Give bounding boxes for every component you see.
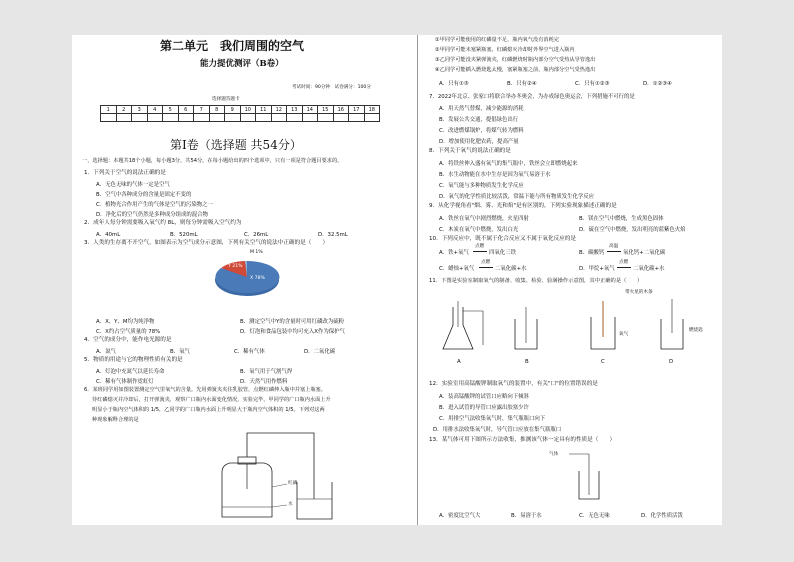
cell: 5 [163, 106, 179, 114]
q9-option-a: A．铁丝在氧气中剧烈燃烧，火星四射 [439, 216, 529, 222]
q9-option-b: B．镁在空气中燃烧，生成黑色固体 [579, 216, 664, 222]
q10-option-c-right: 二氧化碳+水 [495, 266, 527, 272]
answer-box[interactable] [333, 114, 349, 122]
q2-option-a: A．40mL [96, 232, 121, 238]
q12-option-a: A．装高锰酸钾的试管口应略向下倾斜 [439, 394, 529, 400]
q10-d-arrow [617, 267, 631, 268]
question-1-stem: 1．下列关于空气的说法正确的是 [84, 170, 166, 176]
q1-option-b: B．空气中各种成分的含量是固定不变的 [96, 192, 192, 198]
question-6-stem: 6．某班同学用如图装置测定空气里氧气的含量。先用弹簧夹夹住乳胶管，点燃红磷伸入瓶中并塞上瓶塞。 [84, 387, 326, 393]
pointer-w [272, 505, 287, 507]
cell: 2 [116, 106, 132, 114]
q5-option-c: C．稀有气体制作霓虹灯 [96, 379, 154, 385]
label-gas: 气体 [549, 452, 559, 457]
answer-box[interactable] [116, 114, 132, 122]
q7-option-c: C．改进燃煤锅炉，将煤气转为燃料 [439, 128, 524, 134]
question-11-stem: 11．下图是实验室制取氧气的制备、收集、检验、验满操作示意图，其中正确的是（ ） [429, 278, 643, 284]
question-9-stem: 9．从化学视角看"烟、雾、光和焰"是有区别的，下列实验现象描述正确的是 [429, 203, 617, 209]
q10-option-d-right: 二氧化碳+水 [633, 266, 665, 272]
question-10-stem: 10．下列反应中，既不属于化合反应又不属于氧化反应的是 [429, 236, 576, 242]
q11-option-d: D [669, 359, 674, 365]
question-12-stem: 12．实验室用高锰酸钾制取氧气的装置中，有关"口"的位置错误的是 [429, 381, 598, 387]
q10-b-arrow [607, 251, 621, 252]
q5-option-d: D．天然气用作燃料 [240, 379, 288, 385]
air-composition-pie [212, 250, 282, 305]
q6-option-d: D．①②③④ [643, 81, 672, 87]
q6-option-b: B．只有②④ [507, 81, 537, 87]
answer-card-numbers [101, 106, 380, 114]
answer-box[interactable] [132, 114, 148, 122]
cell: 15 [318, 106, 334, 114]
section-instruction: 一、选择题：本题共18个小题，每小题3分，共54分。在每小题给出的四个选项中，只有一项是符合题目要求的。 [82, 158, 343, 164]
q8-option-a: A．将铁丝伸入盛有氧气的集气瓶中，铁丝会立即燃烧起来 [439, 161, 578, 167]
beaker [297, 482, 332, 519]
pie-label-x: X 78% [250, 276, 265, 281]
q1-option-c: C．植物光合作用产生的气体是空气的污染物之一 [96, 202, 213, 208]
cell: 11 [256, 106, 272, 114]
answer-box[interactable] [178, 114, 194, 122]
cell: 18 [364, 106, 380, 114]
cell: 16 [333, 106, 349, 114]
q7-option-b: B．发展公共交通，提倡绿色出行 [439, 117, 519, 123]
q10-d-condition: 点燃 [619, 260, 629, 265]
q3-option-b: B．测定空气中Y的含量时可用红磷改为硫粉 [240, 319, 345, 325]
page-subtitle: 能力提优测评（B卷） [200, 59, 284, 69]
q6-statement-4: ④乙同学可能插入燃烧匙太慢，塞紧瓶塞之前，瓶内部分空气受热逸出 [435, 67, 596, 73]
cell: 17 [349, 106, 365, 114]
q13-option-d: D．化学性质活泼 [641, 513, 683, 519]
q10-option-c-left: C．蜡烛+氧气 [439, 266, 475, 272]
phosphorus-apparatus-diagram [202, 427, 342, 522]
tube [247, 433, 314, 499]
cell: 14 [302, 106, 318, 114]
q11-option-b: B [525, 359, 529, 365]
question-4-stem: 4．空气的成分中，能作电光源的是 [84, 337, 172, 343]
oxygen-experiment-diagrams [439, 297, 709, 359]
answer-box[interactable] [147, 114, 163, 122]
q2-option-d: D．32.5mL [318, 232, 348, 238]
q3-option-c: C．X约占空气质量的 78% [96, 329, 161, 335]
question-2-stem: 2．成年人每分钟需要吸入氧气约 8L，则每分钟需吸入空气约为 [84, 220, 242, 226]
q4-option-d: D．二氧化碳 [304, 349, 336, 355]
q5-option-b: B．氧气用于气割气焊 [240, 369, 293, 375]
pie-label-y: Y 21% [228, 264, 243, 269]
section-title: 第Ⅰ卷（选择题 共54分） [170, 138, 302, 152]
q11-option-a: A [457, 359, 461, 365]
q7-option-a: A．用天然气替煤，减少能源的消耗 [439, 106, 524, 112]
answer-box[interactable] [163, 114, 179, 122]
q8-option-d: D．氧气的化学性质比较活泼，常温下能与所有物质发生化学反应 [439, 194, 595, 200]
cell: 12 [271, 106, 287, 114]
q6-option-a: A．只有①③ [439, 81, 469, 87]
q6-statement-3: ③乙同学可能没夹紧弹簧夹，红磷燃烧时瓶内部分空气受热从导管逸出 [435, 57, 596, 63]
q12-option-c: C．用排空气法收集氧气时，集气瓶瓶口向下 [439, 416, 546, 422]
label-glowing-stick: 带火星的木条 [625, 290, 653, 295]
q10-option-d-left: D．甲烷+氧气 [579, 266, 615, 272]
q10-option-a-right: 四氧化三铁 [489, 250, 516, 256]
question-6-line-4: 种现象解释合理的是 [92, 417, 139, 423]
q1-option-a: A．无色无味的气体一定是空气 [96, 182, 170, 188]
gas-collection-diagram [559, 449, 619, 505]
q4-option-c: C．稀有气体 [234, 349, 265, 355]
answer-box[interactable] [302, 114, 318, 122]
answer-box[interactable] [271, 114, 287, 122]
answer-box[interactable] [240, 114, 256, 122]
pointer-p [272, 484, 287, 487]
answer-box[interactable] [349, 114, 365, 122]
q10-a-arrow [473, 251, 487, 252]
q12-option-b: B．进入试管的导管口应露出胶塞少许 [439, 405, 529, 411]
q6-statement-1: ①甲同学可能使用的红磷量不足，瓶内氧气没有消耗完 [435, 37, 559, 43]
q13-option-b: B．易溶于水 [511, 513, 542, 519]
q2-option-b: B．520mL [170, 232, 198, 238]
question-13-stem: 13．某气体可用下图所示方法收集，推测该气体一定具有的性质是（ ） [429, 437, 616, 443]
cell: 9 [225, 106, 241, 114]
cell: 8 [209, 106, 225, 114]
answer-card-grid [100, 105, 380, 122]
answer-box[interactable] [209, 114, 225, 122]
answer-box[interactable] [225, 114, 241, 122]
answer-box[interactable] [101, 114, 117, 122]
question-5-stem: 5．物质的用途与它的物理性质有关的是 [84, 357, 183, 363]
q2-option-c: C．26mL [244, 232, 269, 238]
answer-card-title: 选择题答题卡 [212, 97, 240, 102]
column-divider [417, 35, 418, 525]
question-8-stem: 8．下列关于氧气的说法正确的是 [429, 148, 511, 154]
cell: 3 [132, 106, 148, 114]
answer-box[interactable] [194, 114, 210, 122]
label-red-phosphorus: 红磷 [288, 481, 298, 486]
answer-box[interactable] [287, 114, 303, 122]
answer-box[interactable] [256, 114, 272, 122]
q12-option-d: D．用排水法收集氧气时，导气管口应放在集气瓶瓶口 [433, 427, 562, 433]
q13-option-c: C．无色无味 [579, 513, 610, 519]
cell: 13 [287, 106, 303, 114]
answer-box[interactable] [318, 114, 334, 122]
q4-option-a: A．氮气 [96, 349, 116, 355]
q10-option-b-left: B．碳酸钙 [579, 250, 605, 256]
q6-option-c: C．只有①②③ [575, 81, 610, 87]
q6-statement-2: ②甲同学可能未塞紧瓶塞，红磷熄灭冷却时外界空气进入瓶内 [435, 47, 575, 53]
exam-page [72, 35, 722, 525]
q10-option-a-left: A．铁+氧气 [439, 250, 469, 256]
cell: 10 [240, 106, 256, 114]
q10-c-condition: 点燃 [481, 260, 491, 265]
q9-option-c: C．木炭在氧气中燃烧，发出白光 [439, 227, 519, 233]
answer-box[interactable] [364, 114, 380, 122]
q13-option-a: A．密度比空气大 [439, 513, 481, 519]
q7-option-d: D．增加使用化肥农药，提高产量 [439, 139, 519, 145]
label-water: 水 [288, 502, 293, 507]
diagram-a-tube [463, 311, 483, 345]
q10-option-b-right: 氧化钙+二氧化碳 [623, 250, 666, 256]
q11-option-c: C [601, 359, 605, 365]
question-6-line-2: 待红磷熄灭并冷却后，打开弹簧夹，观察广口瓶内水面变化情况，实验完毕，甲同学的广口瓶内水面上升 [92, 397, 331, 403]
pie-label-m: M 1% [250, 250, 263, 255]
cell: 6 [178, 106, 194, 114]
q8-option-b: B．水生动物能在水中生存是因为氧气易溶于水 [439, 172, 551, 178]
question-3-stem: 3．人类的生存离不开空气，如图表示为空气成分示意图，下列有关空气的说法中正确的是（ ） [84, 240, 329, 246]
cell: 4 [147, 106, 163, 114]
q3-option-a: A．X、Y、M均为纯净物 [96, 319, 155, 325]
page-title: 第二单元 我们周围的空气 [160, 39, 305, 53]
q1-option-d: D．净化后的空气仍然是多种成分组成的混合物 [96, 212, 208, 218]
exam-meta: 考试时间：90分钟 试卷满分：100分 [292, 85, 371, 90]
q10-a-condition: 点燃 [475, 244, 485, 249]
q8-option-c: C．氧气能与多种物质发生化学反应 [439, 183, 524, 189]
q3-option-d: D．灯泡和食品包装中均可充入X作为保护气 [240, 329, 345, 335]
label-spoon: 燃烧匙 [689, 328, 703, 333]
q10-c-arrow [479, 267, 493, 268]
q10-b-condition: 高温 [609, 244, 619, 249]
question-7-stem: 7．2022年北京、张家口将联合举办冬奥会，为办成绿色奥运会，下列措施不可行的是 [429, 94, 635, 100]
answer-card-blanks [101, 114, 380, 122]
cell: 1 [101, 106, 117, 114]
q5-option-a: A．灯泡中充氮气以延长寿命 [96, 369, 165, 375]
question-6-line-3: 明显小于瓶内空气体积的 1/5，乙同学的广口瓶内水面上升明显大于瓶内空气体积的 1/5。下列对这两 [92, 407, 325, 413]
cell: 7 [194, 106, 210, 114]
q9-option-d: D．硫在空气中燃烧，发出明亮的蓝紫色火焰 [579, 227, 686, 233]
label-oxygen: 氧气 [619, 332, 629, 337]
q4-option-b: B．氧气 [170, 349, 190, 355]
